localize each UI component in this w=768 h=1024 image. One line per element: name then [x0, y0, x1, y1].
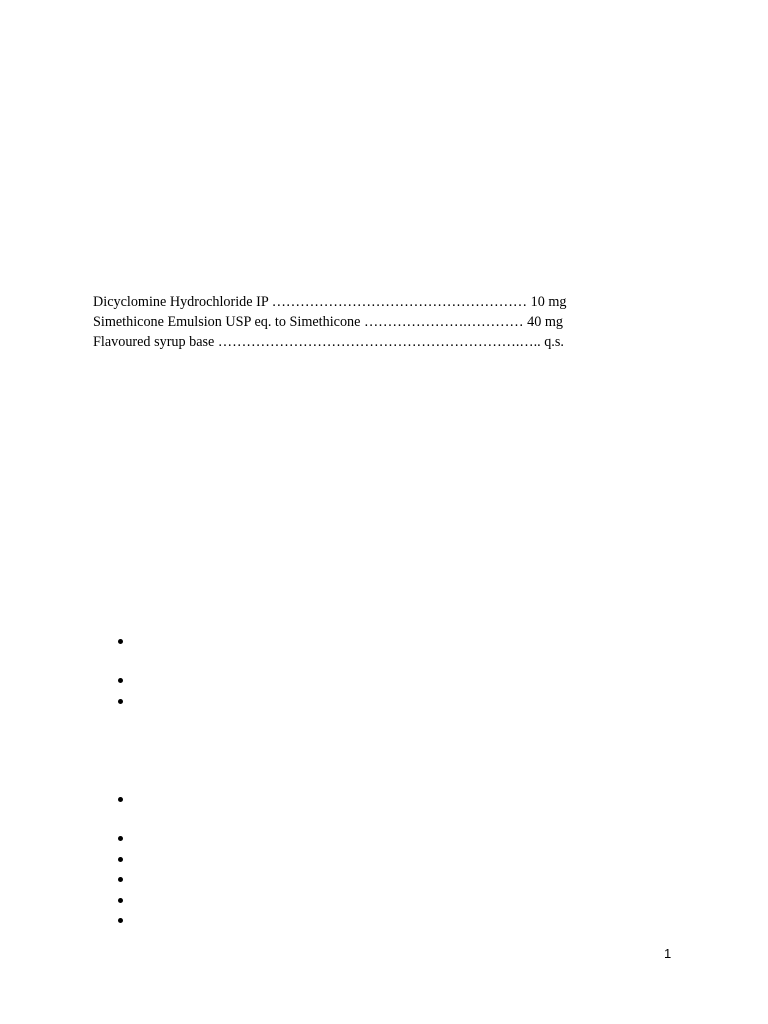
bullet-point: [115, 855, 125, 865]
bullet-point: [115, 916, 125, 926]
page-number: 1: [664, 946, 672, 961]
bullet-point: [115, 676, 125, 686]
bullet-point: [115, 637, 125, 647]
bullet-point: [115, 834, 125, 844]
bullet-point: [115, 795, 125, 805]
composition-line-simethicone: Simethicone Emulsion USP eq. to Simethicone ………………….………… 40 mg: [93, 314, 564, 330]
bullet-point: [115, 896, 125, 906]
composition-block: [93, 292, 653, 352]
composition-line-dicyclomine: Dicyclomine Hydrochloride IP ……………………………………………… 10 mg: [93, 294, 567, 310]
bullet-point: [115, 697, 125, 707]
composition-line-syrup-base: Flavoured syrup base ……………………………………………………….….. q.s.: [93, 334, 564, 350]
bullet-point: [115, 875, 125, 885]
